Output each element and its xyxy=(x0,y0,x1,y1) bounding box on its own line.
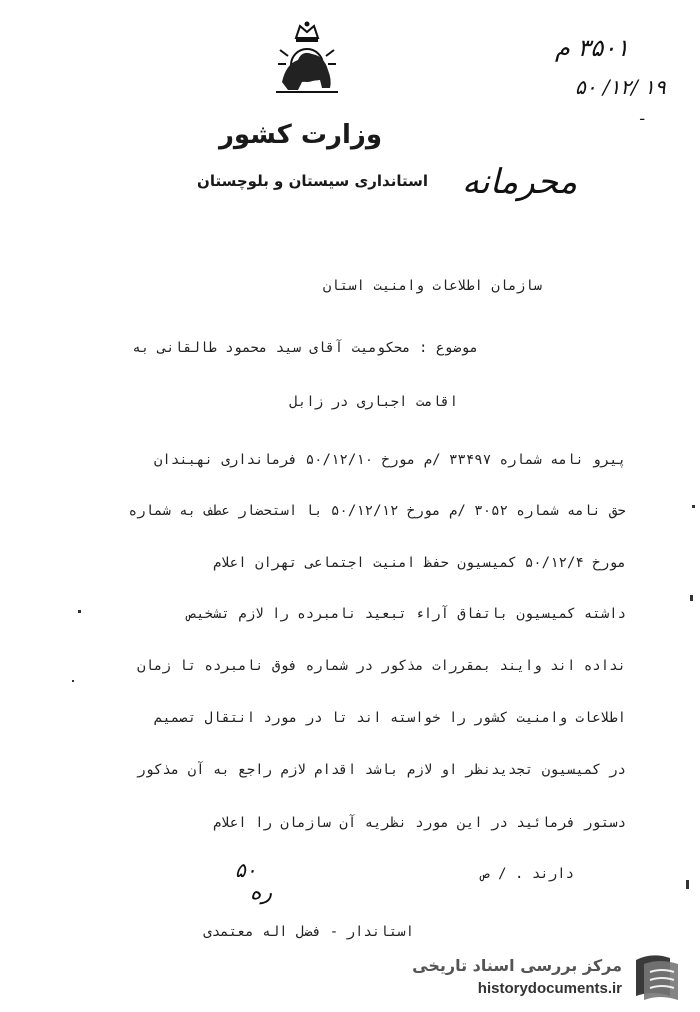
body-line: پیرو نامه شماره ۳۳۴۹۷ /م مورخ ۵۰/۱۲/۱۰ فرمانداری نهبندان xyxy=(153,452,626,468)
scan-speck xyxy=(692,505,695,508)
margin-mark: ـ xyxy=(640,108,645,124)
body-line: نداده اند وایند بمقررات مذکور در شماره فوق نامبرده تا زمان xyxy=(137,658,626,674)
body-line: داشته کمیسیون باتفاق آراء تبعید نامبرده را لازم تشخیص xyxy=(187,606,626,622)
body-line: در کمیسیون تجدیدنظر او لازم باشد اقدام لازم راجع به آن مذکور xyxy=(137,762,626,778)
scan-speck xyxy=(690,595,693,601)
subject-line-continued: اقامت اجباری در زابل xyxy=(289,394,458,410)
watermark-url: historydocuments.ir xyxy=(477,980,622,997)
classification-stamp: محرمانه xyxy=(462,162,578,202)
body-line: حق نامه شماره ۳۰۵۲ /م مورخ ۵۰/۱۲/۱۲ با استحضار عطف به شماره xyxy=(128,503,626,519)
body-line: دارند . / ص xyxy=(481,866,574,882)
reference-mark: ۵۰ xyxy=(235,858,257,882)
body-line: اطلاعات وامنیت کشور را خواسته اند تا در مورد انتقال تصمیم xyxy=(153,710,626,726)
watermark-title: مرکز بررسی اسناد تاریخی xyxy=(412,956,622,975)
scan-speck xyxy=(72,680,74,682)
ministry-title: وزارت کشور xyxy=(218,120,382,150)
imperial-emblem-icon xyxy=(272,20,342,98)
addressee: سازمان اطلاعات وامنیت استان xyxy=(322,278,542,294)
scan-speck xyxy=(686,880,689,889)
letter-number: ۳۵۰۱ م xyxy=(555,34,630,62)
signatory: استاندار - فضل اله معتمدی xyxy=(203,924,414,940)
subject-line: موضوع : محکومیت آقای سید محمود طالقانی به xyxy=(132,340,478,356)
body-line: دستور فرمائید در این مورد نظریه آن سازمان را اعلام xyxy=(212,815,626,831)
body-line: مورخ ۵۰/۱۲/۴ کمیسیون حفظ امنیت اجتماعی تهران اعلام xyxy=(212,555,626,571)
scan-speck xyxy=(78,610,81,613)
archive-logo-icon xyxy=(630,950,688,1002)
signature-mark: ره xyxy=(250,880,273,905)
province-title: استانداری سیستان و بلوچستان xyxy=(197,172,428,190)
letter-date: ۵۰ /۱۲/ ۱۹ xyxy=(575,75,666,99)
